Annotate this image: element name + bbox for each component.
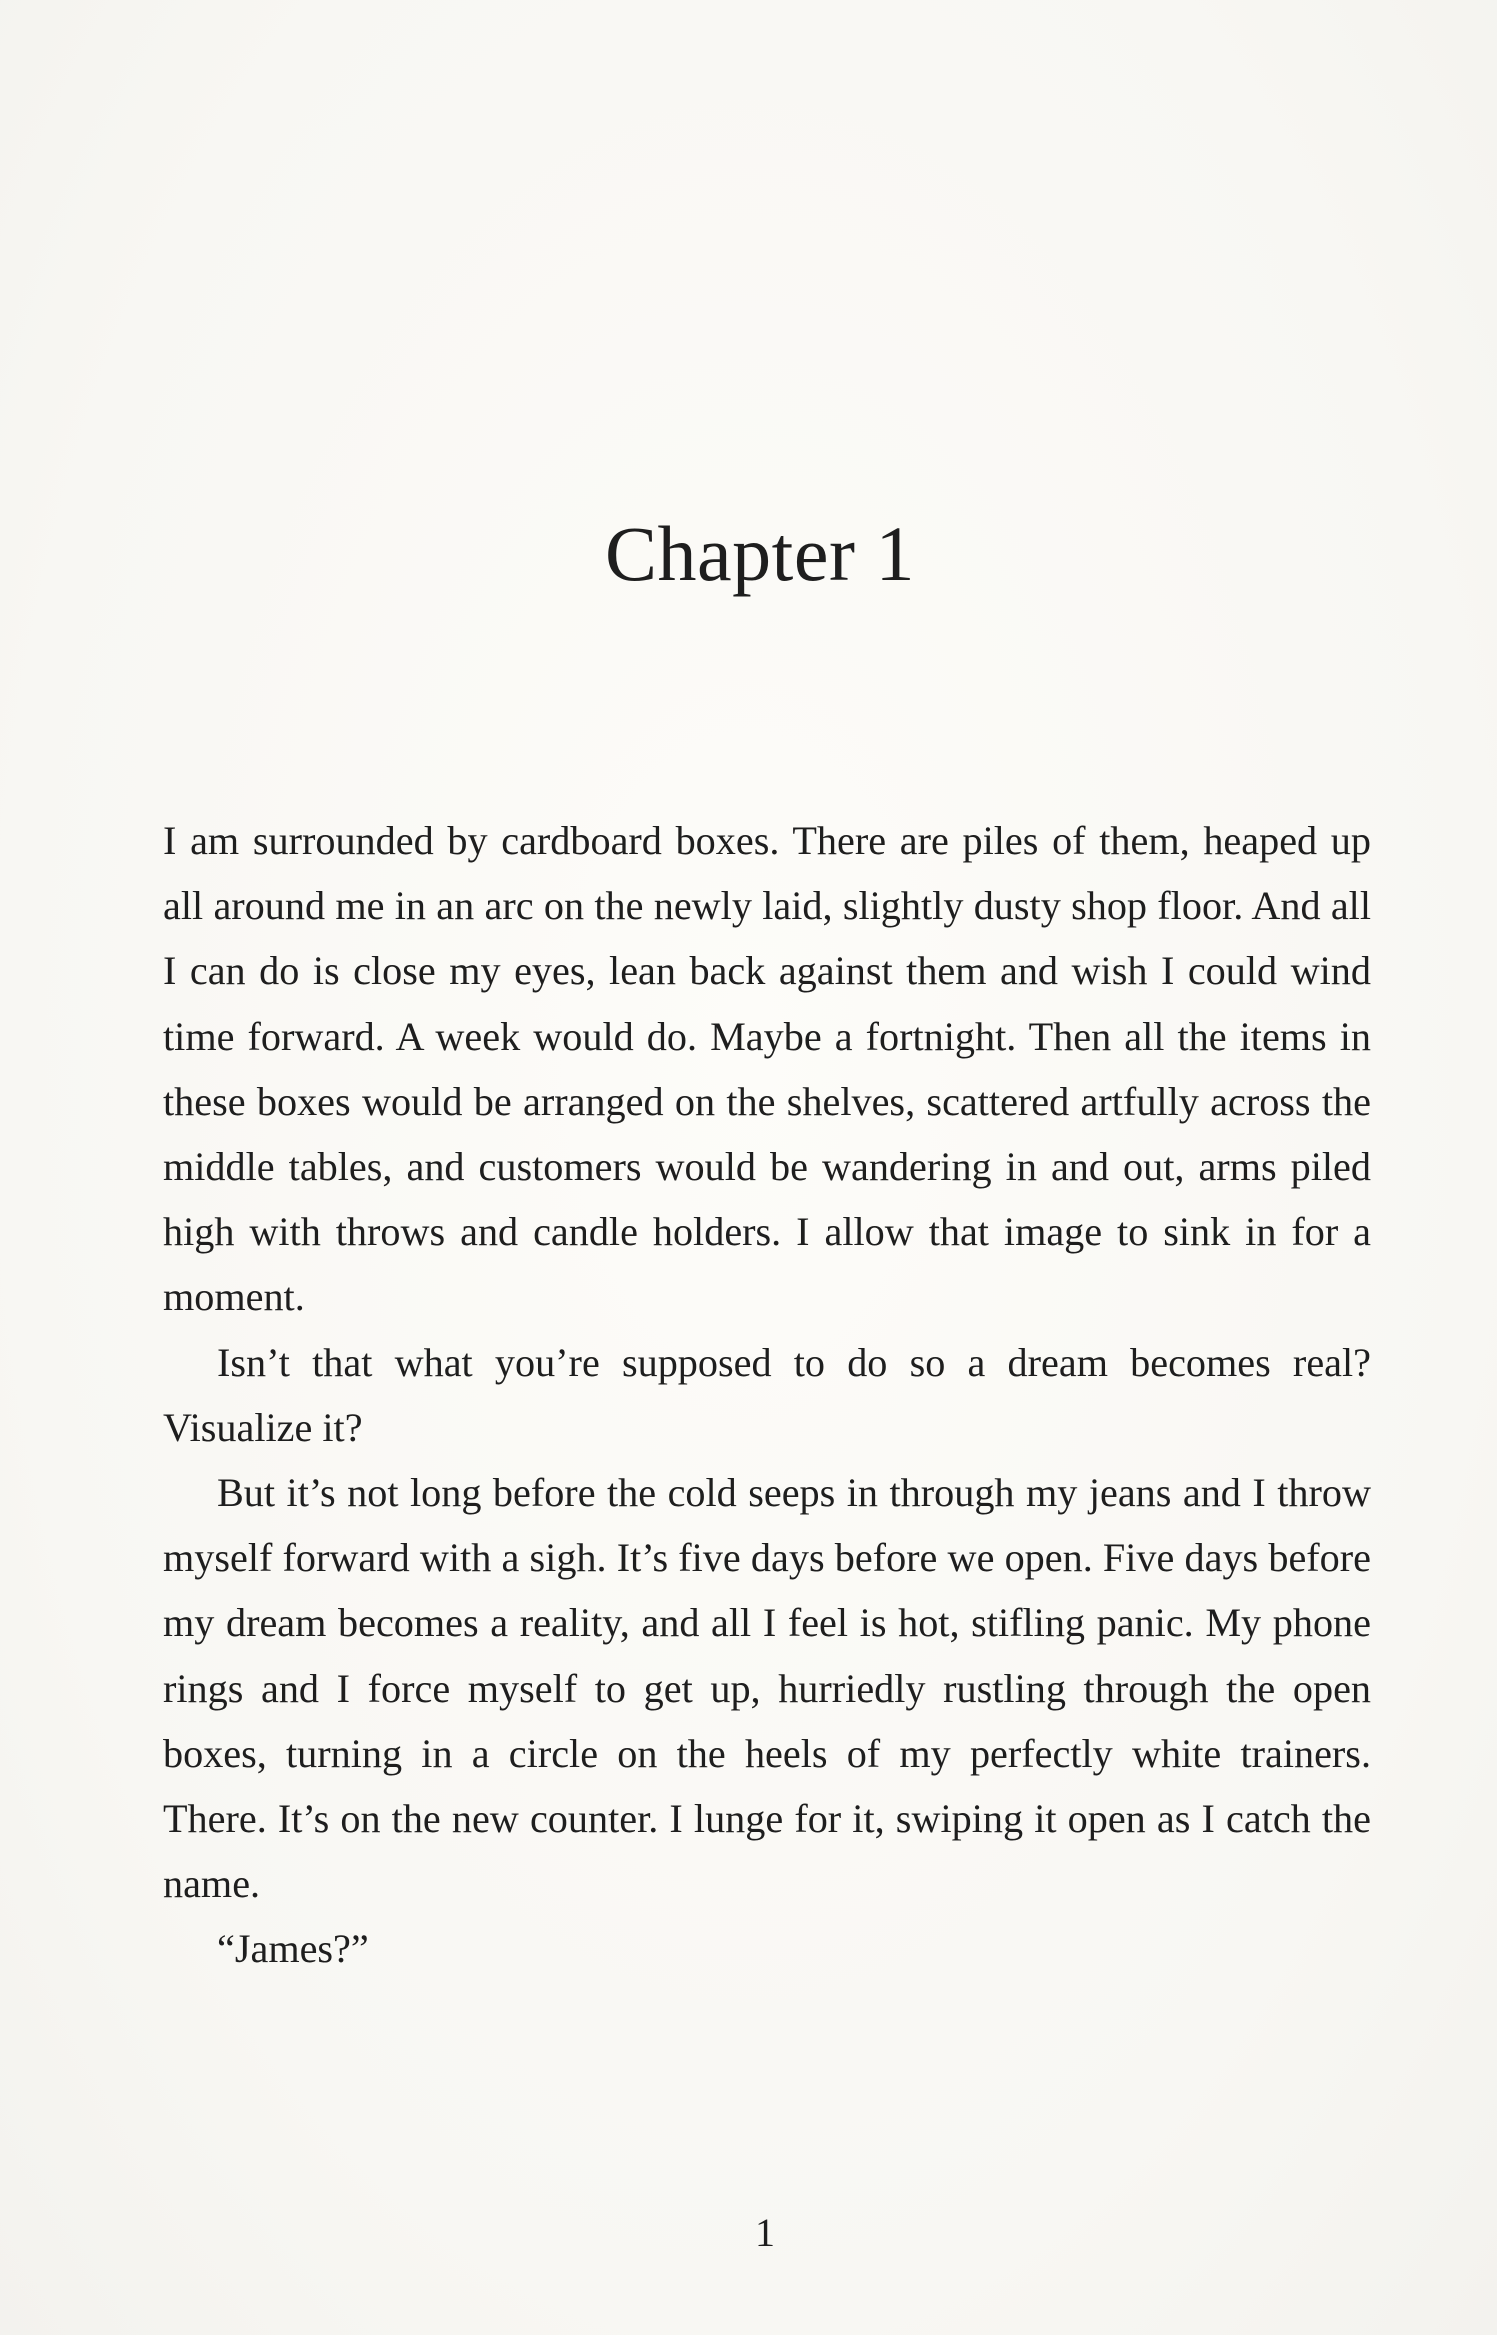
paragraph-3: But it’s not long before the cold seeps in through my jeans and I throw myself forward with a sigh. It’s five days before we open. Five days before my dream becomes a reality, and all I feel is hot, stifling panic. My phone rings and I force myself to get up, hurriedly rustling through the open boxes, turning in a circle on the heels of my perfectly white trainers. There. It’s on the new counter. I lunge for it, swiping it open as I catch the name. <box>163 1470 1371 1907</box>
paragraph-4: “James?” <box>217 1926 369 1972</box>
paragraph-1: I am surrounded by cardboard boxes. There are piles of them, heaped up all around me in an arc on the newly laid, slightly dusty shop floor. And all I can do is close my eyes, lean back against them and wish I could wind time forward. A week would do. Maybe a fortnight. Then all the items in these boxes would be arranged on the shelves, scattered artfully across the middle tables, and customers would be wandering in and out, arms piled high with throws and candle holders. I allow that image to sink in for a moment. <box>163 818 1371 1320</box>
chapter-body <box>163 808 1371 1982</box>
page-number: 1 <box>755 2210 775 2255</box>
paragraph-2: Isn’t that what you’re supposed to do so a dream becomes real? Visualize it? <box>163 1339 1371 1450</box>
chapter-title: Chapter 1 <box>605 510 915 597</box>
